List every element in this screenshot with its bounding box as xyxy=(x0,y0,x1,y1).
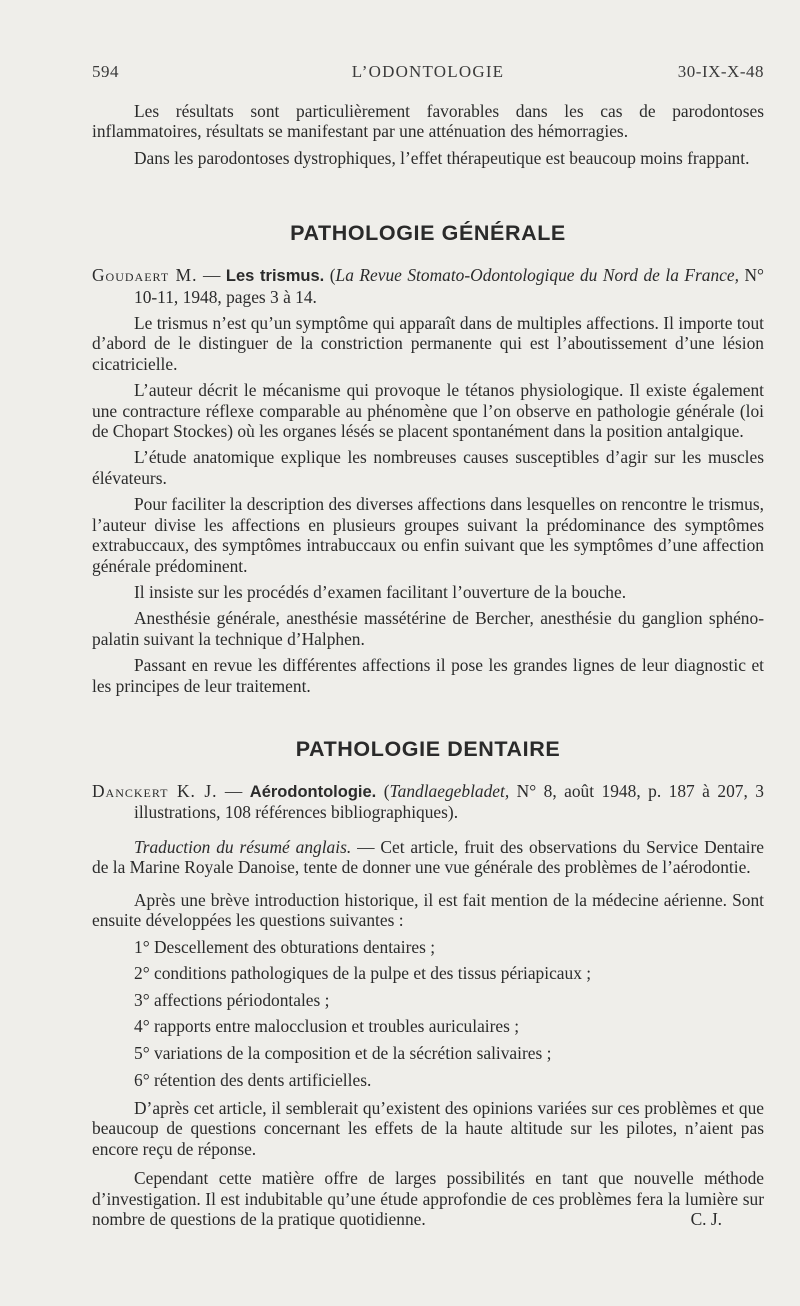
list-item: 3° affections périodontales ; xyxy=(134,989,330,1010)
paragraph: Passant en revue les différentes affections il pose les grandes lignes de leur diagnostic et les principes de leur traitement. xyxy=(92,655,764,696)
paragraph: Il insiste sur les procédés d’examen facilitant l’ouverture de la bouche. xyxy=(134,581,627,602)
ref-open-paren: ( xyxy=(383,780,390,801)
translation-label: Traduction du résumé anglais. xyxy=(134,836,352,857)
translation-text: — Cet article, fruit des observations du Service Dentaire de la Marine Royale Danoise, tente de donner une vue générale des problèmes de l’aérodontie. xyxy=(92,836,765,878)
list-item: 6° rétention des dents artificielles. xyxy=(134,1069,372,1090)
ref-open-paren: ( xyxy=(329,265,336,286)
paragraph: D’après cet article, il semblerait qu’existent des opinions variées sur ces problèmes et que beaucoup de questions concernant les effets de la haute altitude sur les pilotes, n’aient pas encore reçu de réponse. xyxy=(92,1097,764,1159)
journal-name: Tandlaegebladet, xyxy=(389,780,510,801)
list-item: 4° rapports entre malocclusion et troubles auriculaires ; xyxy=(134,1016,520,1037)
article-title: Aérodontologie. xyxy=(249,782,377,801)
journal-name: La Revue Stomato-Odontologique du Nord de la France, xyxy=(335,265,739,286)
final-paragraph xyxy=(92,1168,764,1229)
issue-date: 30-IX-X-48 xyxy=(677,62,764,81)
ref-dash: — xyxy=(224,780,243,801)
intro-paragraph-2: Dans les parodontoses dystrophiques, l’effet thérapeutique est beaucoup moins frappant. xyxy=(134,147,750,168)
reference-details: N° 8, août 1948, p. 187 à 207, 3 illustrations, 108 références bibliographiques). xyxy=(134,780,764,823)
paragraph: Anesthésie générale, anesthésie massétérine de Bercher, anesthésie du ganglion sphéno-palatin suivant la technique d’Halphen. xyxy=(92,608,764,649)
author-name: Danckert K. J. xyxy=(92,780,218,801)
section-title-pathologie-dentaire: PATHOLOGIE DENTAIRE xyxy=(295,736,561,761)
list-item: 5° variations de la composition et de la sécrétion salivaires ; xyxy=(134,1042,552,1063)
page-number: 594 xyxy=(92,62,119,81)
article-reference-aerodontologie xyxy=(92,781,764,823)
author-name: Goudaert M. xyxy=(92,265,198,286)
paragraph: Pour faciliter la description des diverses affections dans lesquelles on rencontre le trismus, l’auteur divise les affections en plusieurs groupes suivant la prédominance des symptômes extrabuccaux, des symptômes intrabuccaux ou enfin suivant que les symptômes d’une affection générale prédominent. xyxy=(92,494,764,576)
final-text: Cependant cette matière offre de larges possibilités en tant que nouvelle méthode d’investigation. Il est indubitable qu’une étude approfondie de ces problèmes fera la lumière sur nombre de questions de la pratique quotidienne. xyxy=(92,1168,764,1229)
paragraph: L’étude anatomique explique les nombreuses causes susceptibles d’agir sur les muscles élévateurs. xyxy=(92,447,764,488)
ref-dash: — xyxy=(202,265,221,286)
article-title: Les trismus. xyxy=(225,267,325,286)
running-header xyxy=(92,62,764,84)
question-list xyxy=(92,937,764,1090)
translation-paragraph xyxy=(92,837,764,878)
article-reference-trismus xyxy=(92,265,764,307)
reference-details: N° 10-11, 1948, pages 3 à 14. xyxy=(134,265,764,307)
list-item: 1° Descellement des obturations dentaires ; xyxy=(134,936,436,957)
intro-paragraph-1: Les résultats sont particulièrement favorables dans les cas de parodontoses inflammatoires, résultats se manifestant par une atténuation des hémorragies. xyxy=(92,101,764,142)
paragraph: L’auteur décrit le mécanisme qui provoque le tétanos physiologique. Il existe également une contracture réflexe comparable au phénomène que l’on observe en pathologie générale (loi de Chopart Stockes) où les organes lésés se placent spontanément dans la position antalgique. xyxy=(92,380,764,442)
lead-paragraph: Après une brève introduction historique, il est fait mention de la médecine aérienne. Sont ensuite développées les questions suivantes : xyxy=(92,889,764,930)
list-item: 2° conditions pathologiques de la pulpe et des tissus périapicaux ; xyxy=(134,963,592,984)
signature: C. J. xyxy=(690,1208,722,1229)
journal-title: L’ODONTOLOGIE xyxy=(351,62,505,81)
paragraph: Le trismus n’est qu’un symptôme qui apparaît dans de multiples affections. Il importe tout d’abord de le distinguer de la constriction permanente qui est l’aboutissement d’une lésion cicatricielle. xyxy=(92,313,764,374)
section-title-pathologie-generale: PATHOLOGIE GÉNÉRALE xyxy=(290,221,566,246)
text-body xyxy=(92,101,764,1229)
